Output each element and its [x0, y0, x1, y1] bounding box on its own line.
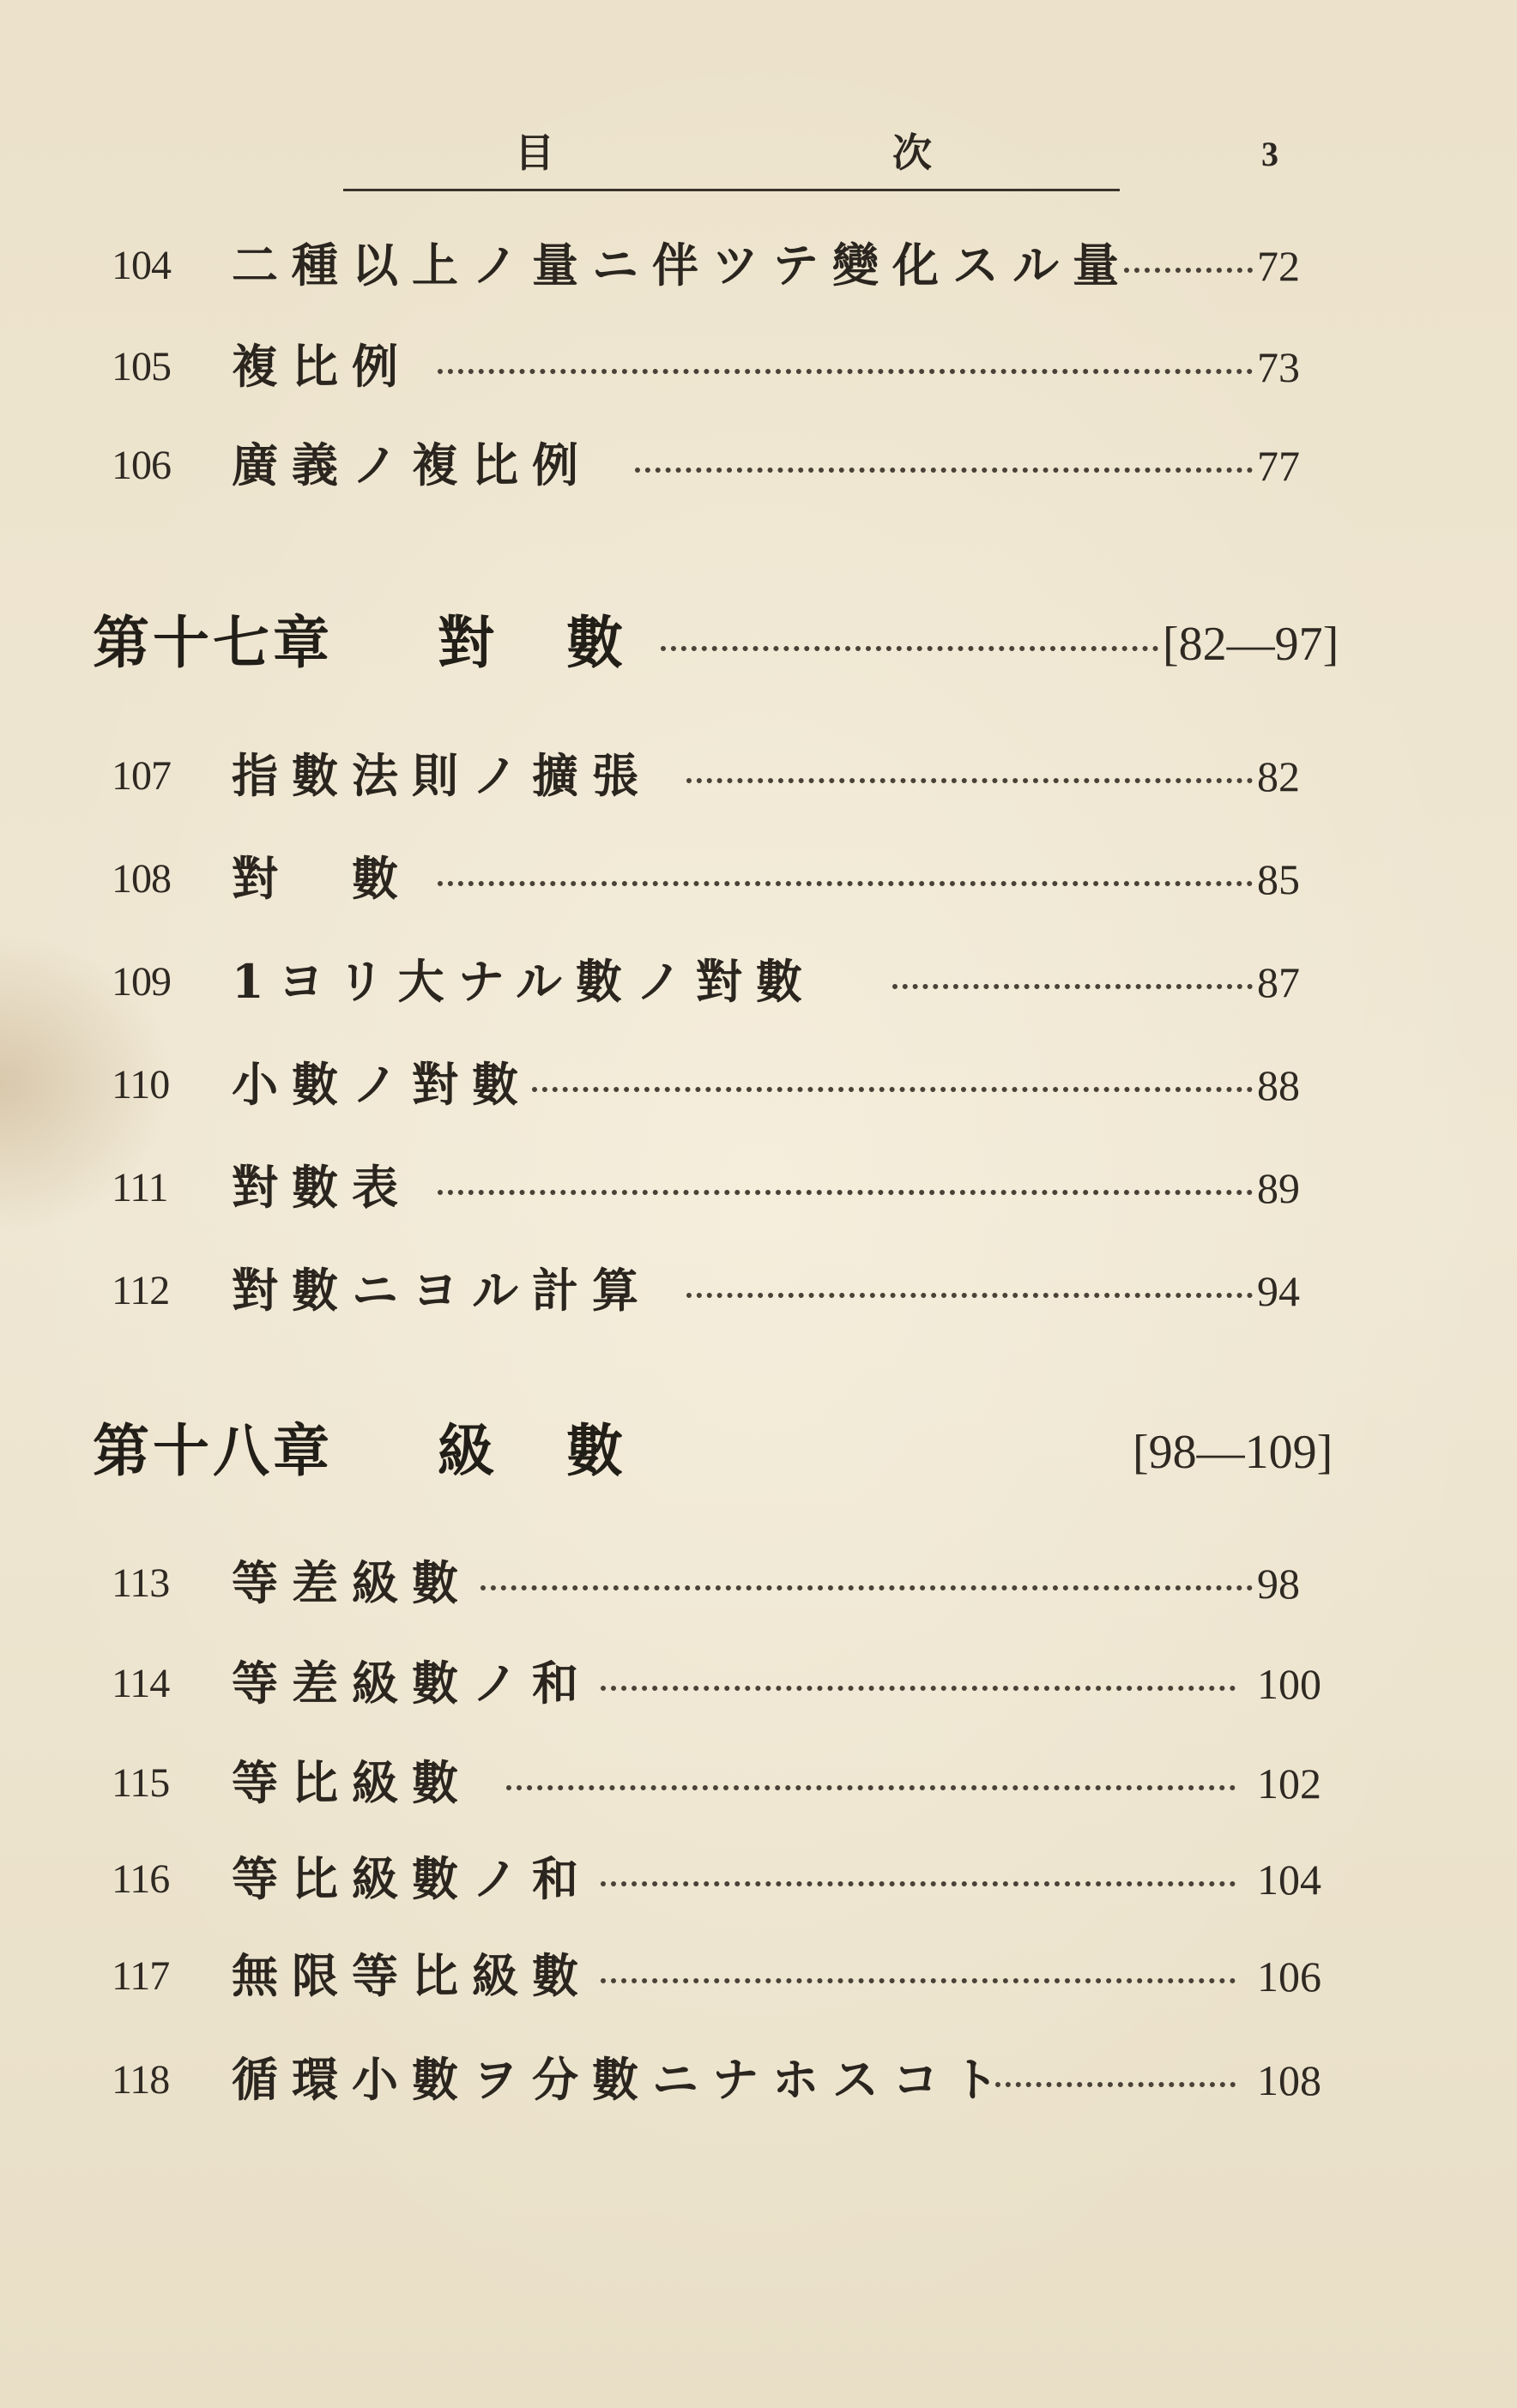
toc-entry-114 — [0, 1643, 1517, 1720]
dot-leader — [532, 1087, 1253, 1092]
entry-number: 108 — [112, 856, 171, 902]
dot-leader — [635, 468, 1253, 473]
entry-number: 112 — [112, 1268, 170, 1313]
entry-number: 105 — [112, 344, 171, 389]
entry-page: 102 — [1257, 1759, 1321, 1808]
entry-number: 118 — [112, 2057, 170, 2103]
entry-page: 100 — [1257, 1660, 1321, 1708]
dot-leader — [686, 778, 1253, 783]
entry-page: 73 — [1257, 343, 1300, 391]
entry-page: 98 — [1257, 1560, 1300, 1608]
toc-entry-115 — [0, 1742, 1517, 1820]
entry-page: 108 — [1257, 2056, 1321, 2104]
dot-leader — [892, 984, 1253, 989]
toc-entry-116 — [0, 1838, 1517, 1916]
toc-entry-110 — [0, 1044, 1517, 1121]
toc-entry-106 — [0, 425, 1517, 502]
chapter-page-range: [98—109] — [1133, 1426, 1333, 1479]
entry-title: 二種以上ノ量ニ伴ツテ變化スル量 — [232, 238, 1133, 293]
entry-page: 88 — [1257, 1061, 1300, 1109]
dot-leader — [438, 369, 1253, 374]
chapter-page-range: [82—97] — [1163, 618, 1339, 671]
entry-title: 等差級數 — [232, 1555, 472, 1610]
dot-leader — [601, 1978, 1236, 1983]
entry-title: 等比級數ノ和 — [232, 1851, 592, 1906]
entry-page: 77 — [1257, 442, 1300, 490]
toc-entry-104 — [0, 225, 1517, 302]
entry-number: 115 — [112, 1760, 170, 1806]
entry-number: 104 — [112, 243, 171, 288]
entry-title: 等差級數ノ和 — [232, 1656, 592, 1711]
entry-number: 117 — [112, 1953, 170, 1999]
header-page-number: 3 — [1261, 135, 1278, 173]
entry-title: 廣義ノ複比例 — [232, 438, 592, 492]
entry-number: 107 — [112, 753, 171, 799]
dot-leader — [686, 1293, 1253, 1298]
entry-number: 110 — [112, 1062, 170, 1107]
entry-page: 94 — [1257, 1267, 1300, 1315]
toc-entry-117 — [0, 1935, 1517, 2013]
chapter-title: 級數 — [438, 1417, 695, 1484]
dot-leader — [1124, 268, 1253, 273]
entry-page: 89 — [1257, 1164, 1300, 1212]
entry-title: 無限等比級數 — [232, 1948, 592, 2003]
chapter-label: 第十八章 — [93, 1417, 333, 1484]
header-title-right: 次 — [892, 130, 932, 176]
entry-number: 113 — [112, 1560, 170, 1606]
toc-entry-105 — [0, 326, 1517, 403]
dot-leader — [601, 1686, 1236, 1691]
entry-title: 小數ノ對數 — [232, 1057, 532, 1112]
dot-leader — [506, 1785, 1236, 1790]
toc-entry-109 — [0, 941, 1517, 1018]
entry-number: 106 — [112, 443, 171, 488]
entry-title: 複比例 — [232, 339, 412, 394]
chapter-label: 第十七章 — [93, 609, 333, 676]
toc-entry-108 — [0, 838, 1517, 915]
dot-leader — [438, 881, 1253, 886]
entry-title: 對數ニヨル計算 — [232, 1263, 652, 1318]
entry-title: 1ヨリ大ナル數ノ對數 — [232, 954, 816, 1009]
dot-leader — [480, 1585, 1253, 1590]
entry-number: 111 — [112, 1165, 168, 1210]
entry-page: 104 — [1257, 1856, 1321, 1904]
entry-page: 85 — [1257, 855, 1300, 903]
chapter-heading-17 — [0, 594, 1517, 689]
running-header — [343, 120, 1120, 191]
toc-entry-112 — [0, 1250, 1517, 1327]
entry-page: 72 — [1257, 242, 1300, 290]
toc-entry-107 — [0, 735, 1517, 812]
entry-number: 116 — [112, 1856, 170, 1902]
toc-entry-113 — [0, 1542, 1517, 1620]
entry-page: 82 — [1257, 752, 1300, 800]
entry-number: 114 — [112, 1661, 170, 1706]
entry-page: 106 — [1257, 1952, 1321, 2001]
dot-leader — [661, 646, 1158, 651]
entry-page: 87 — [1257, 958, 1300, 1006]
header-title-left: 目 — [515, 130, 554, 176]
entry-title: 指數法則ノ擴張 — [232, 748, 652, 803]
entry-title: 循環小數ヲ分數ニナホスコト — [232, 2052, 1012, 2107]
dot-leader — [995, 2082, 1236, 2087]
entry-title: 對數表 — [232, 1160, 412, 1215]
dot-leader — [601, 1881, 1236, 1886]
entry-title: 對 數 — [232, 851, 412, 906]
entry-number: 109 — [112, 959, 171, 1005]
toc-entry-111 — [0, 1147, 1517, 1224]
entry-title: 等比級數 — [232, 1755, 472, 1810]
dot-leader — [438, 1190, 1253, 1195]
chapter-heading-18 — [0, 1403, 1517, 1497]
toc-entry-118 — [0, 2039, 1517, 2116]
chapter-title: 對數 — [438, 609, 695, 676]
